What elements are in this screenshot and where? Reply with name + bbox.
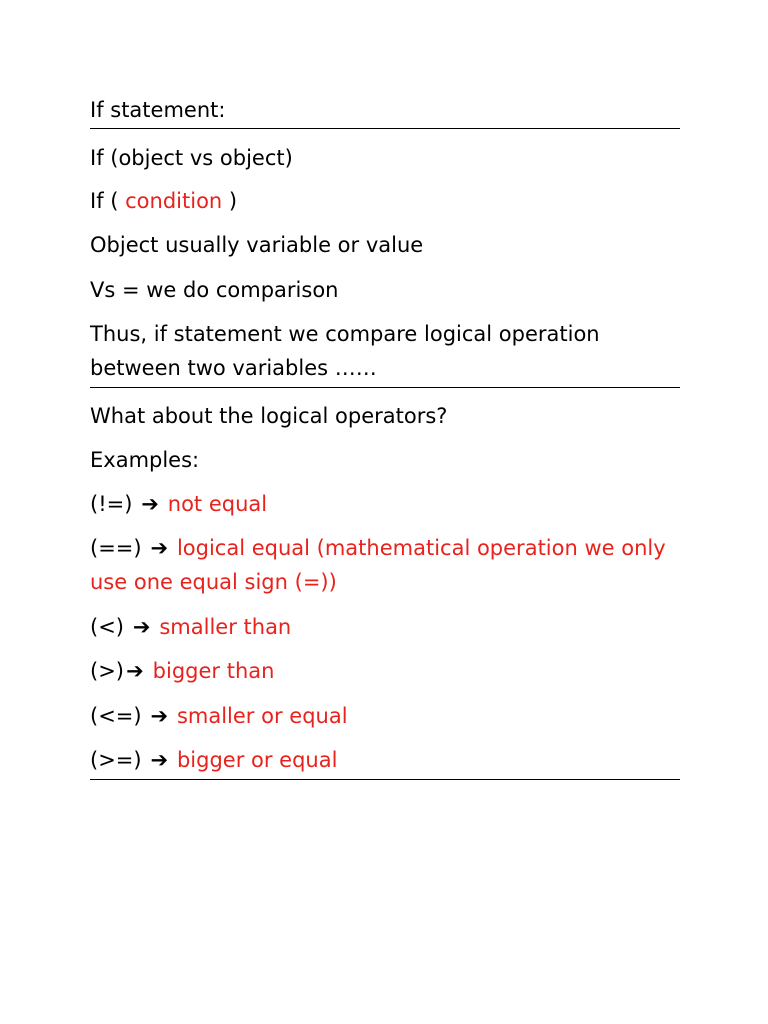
- if-object-line: If (object vs object): [90, 146, 293, 170]
- operator-symbol: (<=): [90, 704, 149, 728]
- operator-symbol: (==): [90, 536, 149, 560]
- operator-bigger-than: [90, 654, 274, 688]
- operator-meaning: bigger or equal: [176, 748, 338, 772]
- vs-description: Vs = we do comparison: [90, 278, 339, 302]
- operator-meaning: smaller or equal: [176, 704, 348, 728]
- operator-smaller-than: [90, 610, 291, 644]
- condition-keyword: condition: [125, 189, 223, 213]
- arrow-right-icon: ➔: [141, 492, 159, 516]
- operator-meaning: not equal: [167, 492, 268, 516]
- operator-bigger-or-equal: [90, 743, 337, 777]
- arrow-right-icon: ➔: [132, 615, 151, 639]
- thus-paragraph: Thus, if statement we compare logical operation between two variables ……: [90, 322, 600, 380]
- operator-meaning: smaller than: [159, 615, 292, 639]
- divider-1: [90, 128, 680, 129]
- if-condition-line: [90, 184, 237, 218]
- operator-symbol: (>): [90, 659, 124, 683]
- operator-symbol: (<): [90, 615, 131, 639]
- operator-symbol: (>=): [90, 748, 149, 772]
- arrow-right-icon: ➔: [126, 659, 144, 683]
- page-title: If statement:: [90, 98, 226, 122]
- operator-meaning: logical equal (mathematical operation we only use one equal sign (=)): [90, 536, 666, 594]
- operator-not-equal: [90, 487, 267, 521]
- arrow-right-icon: ➔: [150, 748, 169, 772]
- operator-logical-equal: [90, 531, 680, 599]
- operator-meaning: bigger than: [152, 659, 275, 683]
- arrow-right-icon: ➔: [150, 536, 169, 560]
- arrow-right-icon: ➔: [150, 704, 169, 728]
- if-condition-suffix: ): [222, 189, 238, 213]
- operator-smaller-or-equal: [90, 699, 348, 733]
- object-description: Object usually variable or value: [90, 233, 424, 257]
- operator-symbol: (!=): [90, 492, 140, 516]
- examples-label: Examples:: [90, 448, 200, 472]
- logical-operators-question: What about the logical operators?: [90, 404, 448, 428]
- if-condition-prefix: If (: [90, 189, 126, 213]
- divider-2: [90, 387, 680, 388]
- divider-3: [90, 779, 680, 780]
